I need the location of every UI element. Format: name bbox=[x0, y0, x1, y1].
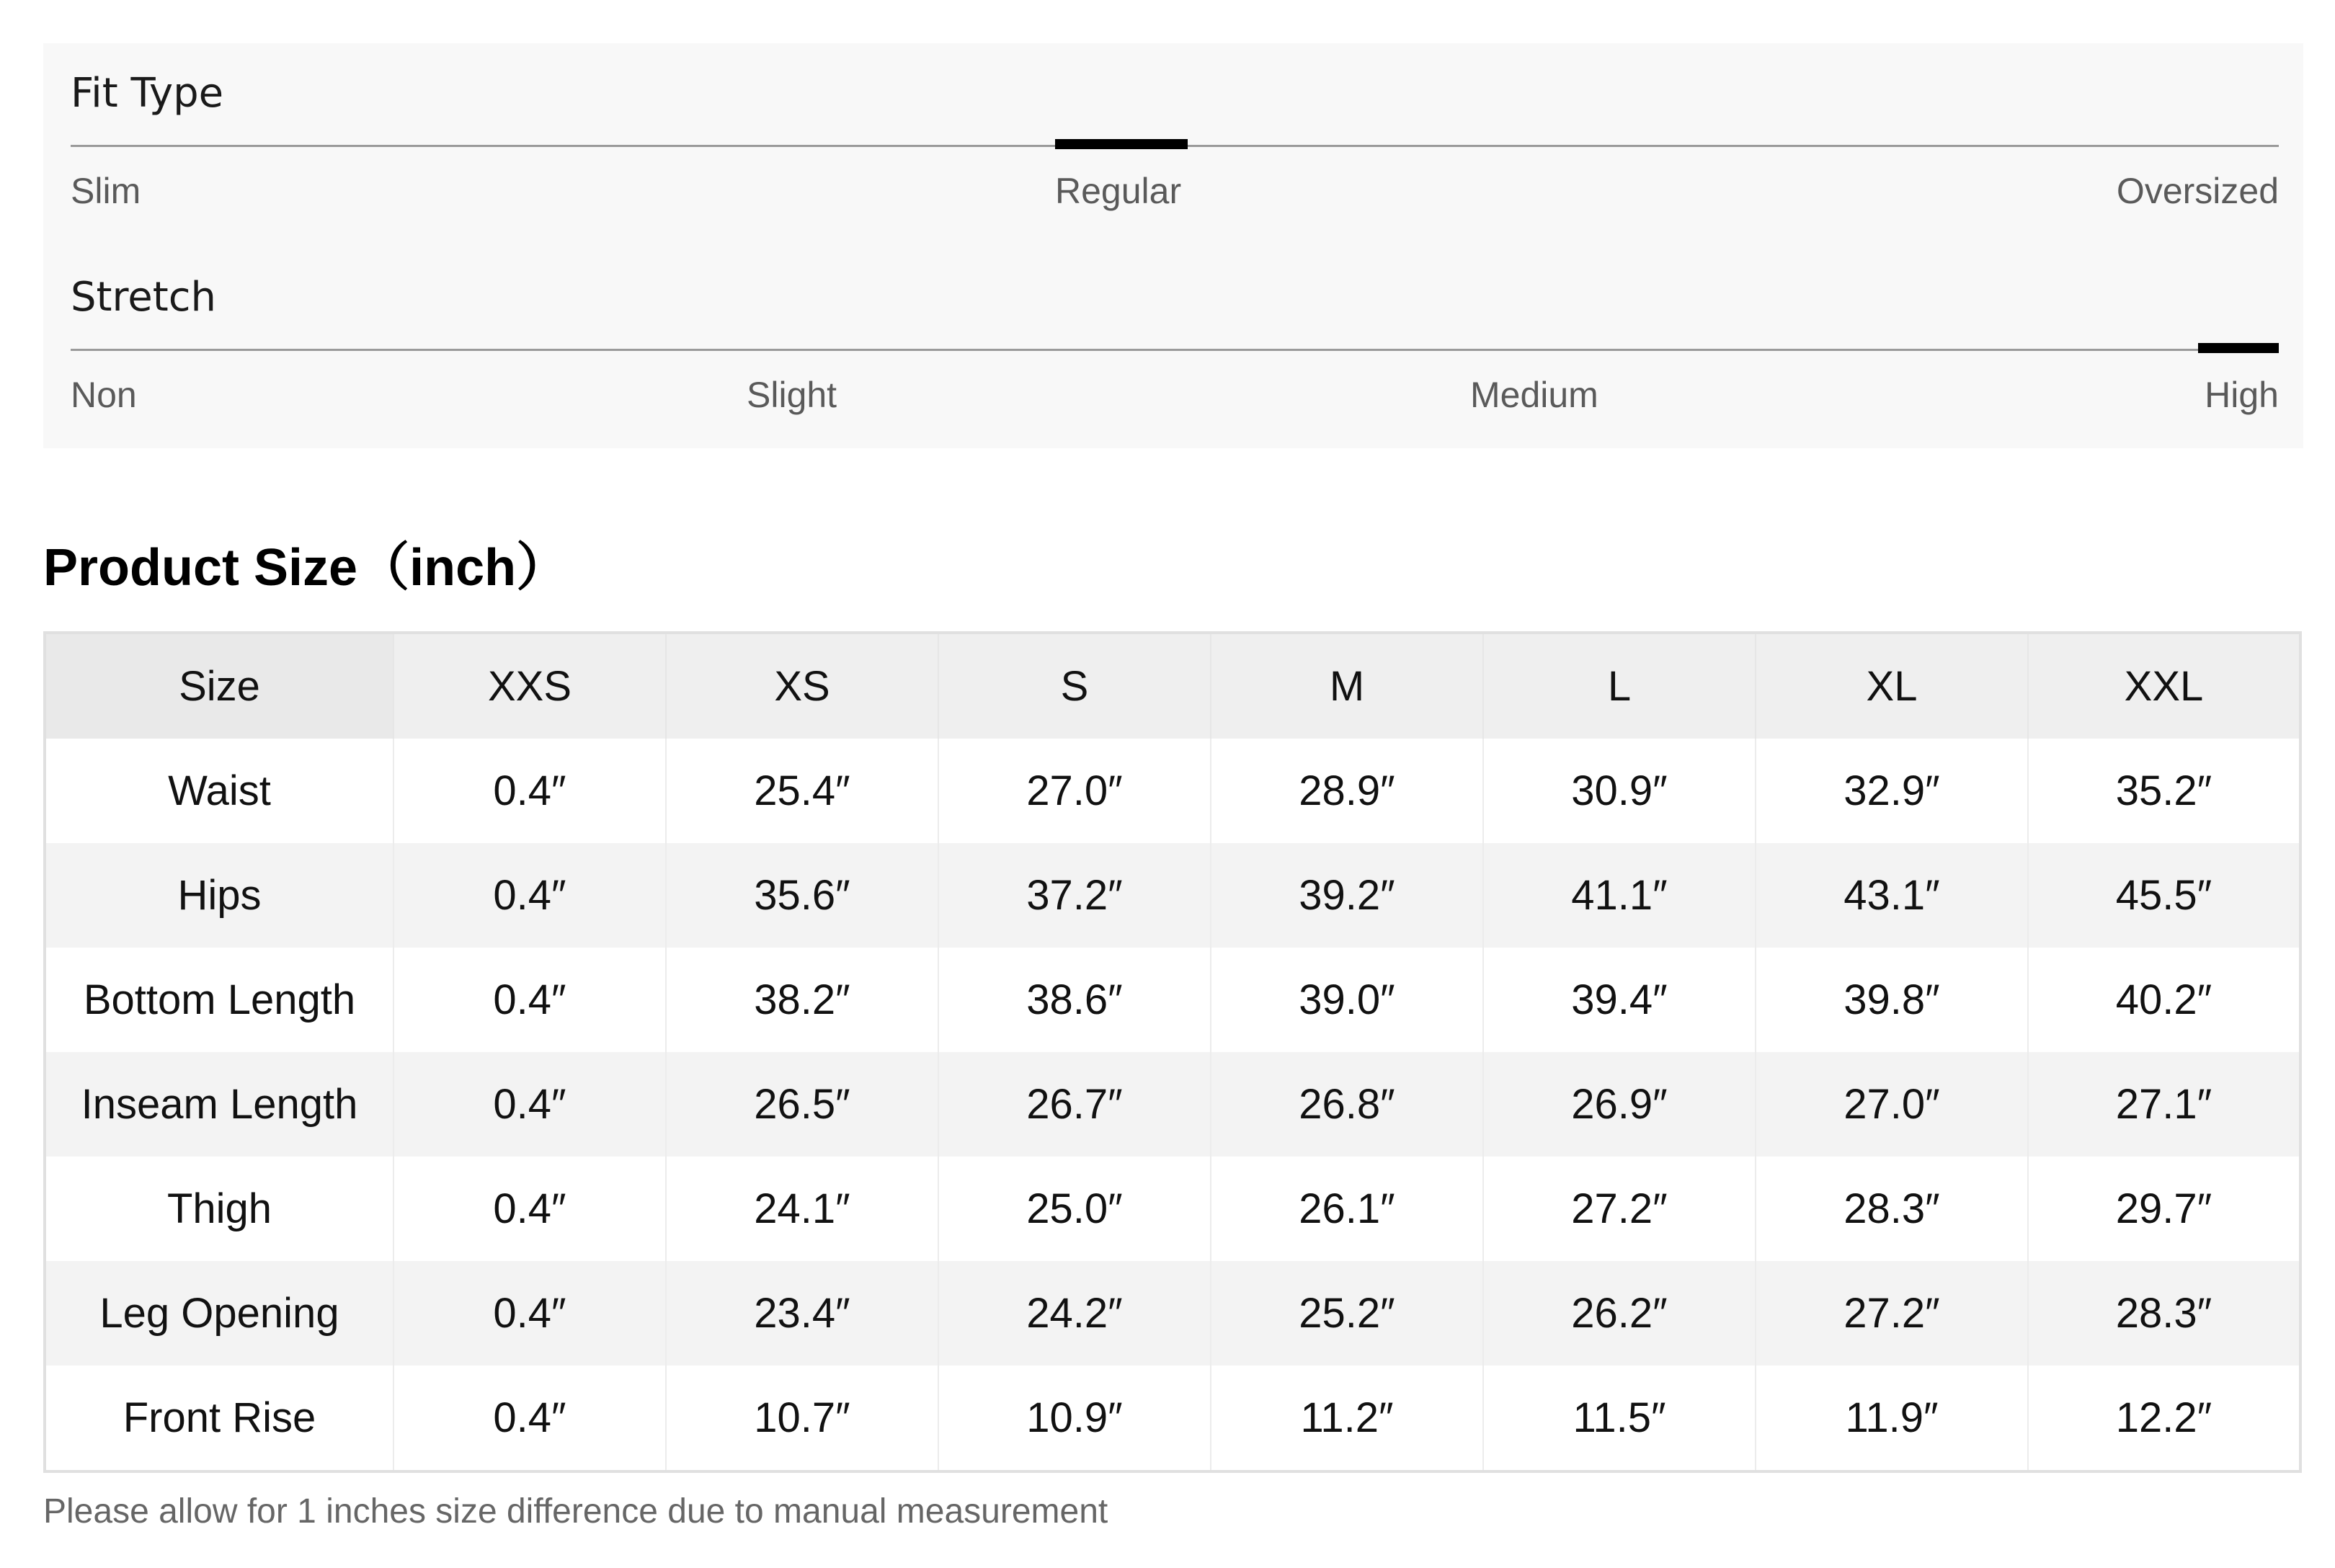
size-value-cell: 25.2″ bbox=[1211, 1261, 1483, 1366]
size-value-cell: 43.1″ bbox=[1756, 843, 2028, 948]
size-value-cell: 0.4″ bbox=[393, 948, 666, 1052]
size-value-cell: 27.0″ bbox=[1756, 1052, 2028, 1157]
size-value-cell: 28.3″ bbox=[1756, 1157, 2028, 1261]
size-value-cell: 35.6″ bbox=[666, 843, 938, 948]
size-value-cell: 27.2″ bbox=[1483, 1157, 1756, 1261]
fit-type-label-oversized: Oversized bbox=[2116, 171, 2279, 211]
size-value-cell: 28.9″ bbox=[1211, 739, 1483, 843]
size-value-cell: 0.4″ bbox=[393, 843, 666, 948]
size-value-cell: 25.0″ bbox=[938, 1157, 1211, 1261]
table-row bbox=[45, 843, 2300, 948]
size-header-cell: S bbox=[938, 633, 1211, 739]
size-value-cell: 12.2″ bbox=[2028, 1366, 2300, 1471]
size-value-cell: 23.4″ bbox=[666, 1261, 938, 1366]
size-header-cell: XL bbox=[1756, 633, 2028, 739]
row-label: Front Rise bbox=[45, 1366, 393, 1471]
size-value-cell: 32.9″ bbox=[1756, 739, 2028, 843]
size-value-cell: 39.0″ bbox=[1211, 948, 1483, 1052]
size-value-cell: 24.2″ bbox=[938, 1261, 1211, 1366]
table-row bbox=[45, 1052, 2300, 1157]
stretch-section bbox=[71, 272, 2279, 415]
stretch-label-medium: Medium bbox=[1470, 375, 1598, 415]
size-value-cell: 28.3″ bbox=[2028, 1261, 2300, 1366]
size-value-cell: 39.8″ bbox=[1756, 948, 2028, 1052]
fit-panel bbox=[43, 43, 2303, 448]
size-value-cell: 27.2″ bbox=[1756, 1261, 2028, 1366]
stretch-label-non: Non bbox=[71, 375, 137, 415]
size-value-cell: 38.6″ bbox=[938, 948, 1211, 1052]
size-value-cell: 26.9″ bbox=[1483, 1052, 1756, 1157]
size-value-cell: 41.1″ bbox=[1483, 843, 1756, 948]
size-table bbox=[43, 631, 2302, 1473]
stretch-labels bbox=[71, 370, 2279, 420]
fit-type-label-slim: Slim bbox=[71, 171, 141, 211]
size-value-cell: 0.4″ bbox=[393, 1157, 666, 1261]
size-value-cell: 40.2″ bbox=[2028, 948, 2300, 1052]
fit-type-title: Fit Type bbox=[71, 70, 224, 117]
row-label: Hips bbox=[45, 843, 393, 948]
size-value-cell: 26.2″ bbox=[1483, 1261, 1756, 1366]
row-label: Inseam Length bbox=[45, 1052, 393, 1157]
size-header-cell: XS bbox=[666, 633, 938, 739]
table-row bbox=[45, 1157, 2300, 1261]
size-value-cell: 37.2″ bbox=[938, 843, 1211, 948]
stretch-label-slight: Slight bbox=[747, 375, 837, 415]
size-value-cell: 27.0″ bbox=[938, 739, 1211, 843]
size-header-cell: XXL bbox=[2028, 633, 2300, 739]
size-value-cell: 27.1″ bbox=[2028, 1052, 2300, 1157]
size-value-cell: 45.5″ bbox=[2028, 843, 2300, 948]
row-label: Leg Opening bbox=[45, 1261, 393, 1366]
stretch-label-high: High bbox=[2205, 375, 2279, 415]
size-value-cell: 35.2″ bbox=[2028, 739, 2300, 843]
size-value-cell: 26.5″ bbox=[666, 1052, 938, 1157]
size-header-label: Size bbox=[45, 633, 393, 739]
size-value-cell: 29.7″ bbox=[2028, 1157, 2300, 1261]
size-value-cell: 11.9″ bbox=[1756, 1366, 2028, 1471]
size-value-cell: 26.1″ bbox=[1211, 1157, 1483, 1261]
stretch-track bbox=[71, 349, 2279, 351]
size-value-cell: 24.1″ bbox=[666, 1157, 938, 1261]
row-label: Waist bbox=[45, 739, 393, 843]
size-header-row bbox=[45, 633, 2300, 739]
stretch-title: Stretch bbox=[71, 274, 216, 321]
table-row bbox=[45, 948, 2300, 1052]
size-value-cell: 26.7″ bbox=[938, 1052, 1211, 1157]
size-value-cell: 0.4″ bbox=[393, 1261, 666, 1366]
row-label: Thigh bbox=[45, 1157, 393, 1261]
size-value-cell: 38.2″ bbox=[666, 948, 938, 1052]
table-row bbox=[45, 739, 2300, 843]
size-value-cell: 11.5″ bbox=[1483, 1366, 1756, 1471]
size-value-cell: 26.8″ bbox=[1211, 1052, 1483, 1157]
fit-type-marker bbox=[1055, 139, 1188, 149]
product-size-heading: Product Size（inch） bbox=[43, 539, 569, 597]
table-row bbox=[45, 1261, 2300, 1366]
fit-type-section bbox=[71, 68, 2279, 211]
size-value-cell: 10.7″ bbox=[666, 1366, 938, 1471]
table-row bbox=[45, 1366, 2300, 1471]
size-header-cell: XXS bbox=[393, 633, 666, 739]
row-label: Bottom Length bbox=[45, 948, 393, 1052]
size-value-cell: 11.2″ bbox=[1211, 1366, 1483, 1471]
size-header-cell: M bbox=[1211, 633, 1483, 739]
size-value-cell: 30.9″ bbox=[1483, 739, 1756, 843]
size-value-cell: 25.4″ bbox=[666, 739, 938, 843]
measurement-note: Please allow for 1 inches size difference due to manual measurement bbox=[43, 1492, 1108, 1531]
size-value-cell: 39.2″ bbox=[1211, 843, 1483, 948]
stretch-marker bbox=[2198, 343, 2279, 353]
fit-type-labels bbox=[71, 166, 2279, 216]
size-value-cell: 0.4″ bbox=[393, 1052, 666, 1157]
size-value-cell: 39.4″ bbox=[1483, 948, 1756, 1052]
fit-type-label-regular: Regular bbox=[1055, 171, 1182, 211]
size-value-cell: 10.9″ bbox=[938, 1366, 1211, 1471]
size-value-cell: 0.4″ bbox=[393, 739, 666, 843]
fit-type-track bbox=[71, 145, 2279, 147]
size-value-cell: 0.4″ bbox=[393, 1366, 666, 1471]
size-header-cell: L bbox=[1483, 633, 1756, 739]
